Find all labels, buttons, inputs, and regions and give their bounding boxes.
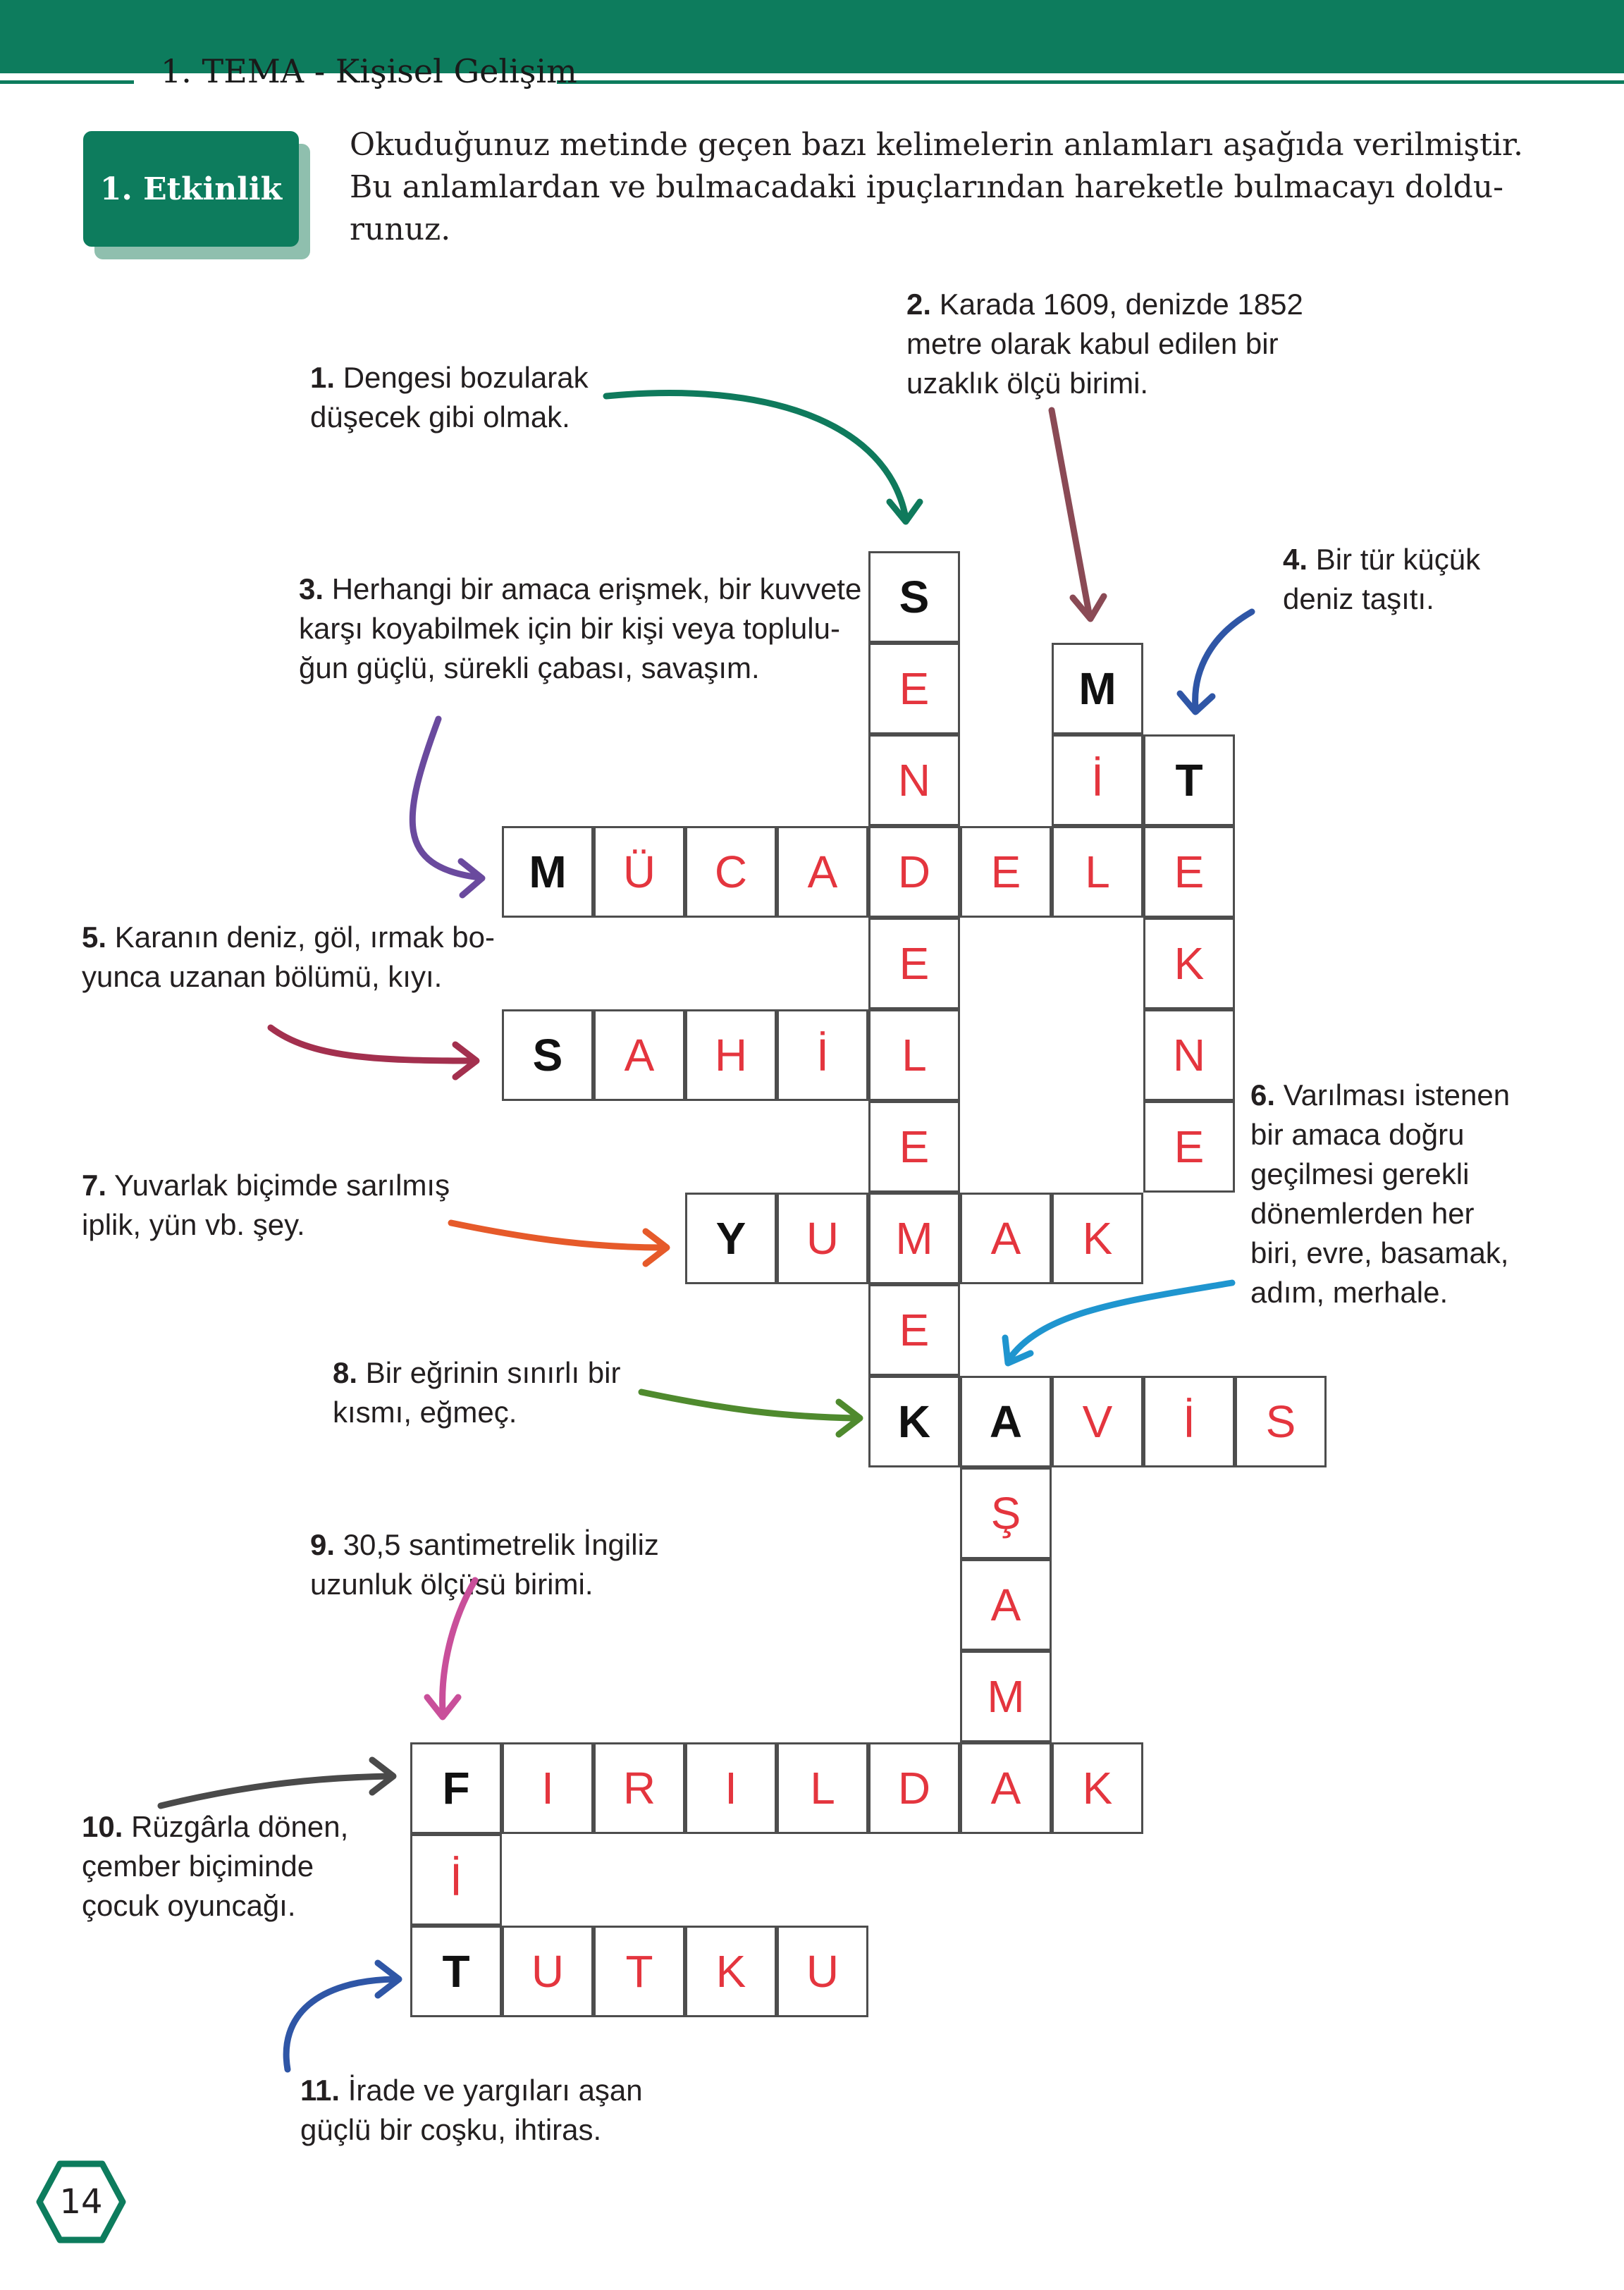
clue-number: 8. <box>333 1356 358 1389</box>
arrow-clue-9 <box>427 1580 475 1717</box>
grid-cell[interactable]: H <box>685 1009 777 1101</box>
instruction-line: Okuduğunuz metinde geçen bazı kelimelerin anlamları aşağıda verilmiştir. <box>350 127 1524 163</box>
instruction-line: runuz. <box>350 211 451 247</box>
clue-text: uzunluk ölçüsü birimi. <box>310 1568 593 1601</box>
grid-cell[interactable]: Y <box>685 1193 777 1284</box>
clue-text: biri, evre, basamak, <box>1250 1236 1509 1269</box>
arrow-clue-10 <box>161 1760 393 1806</box>
grid-cell[interactable]: V <box>1052 1376 1143 1467</box>
page-number: 14 <box>59 2182 103 2222</box>
grid-cell[interactable]: L <box>777 1742 868 1834</box>
grid-cell[interactable]: E <box>1143 826 1235 918</box>
grid-cell[interactable]: T <box>593 1926 685 2017</box>
clue-number: 5. <box>82 921 107 954</box>
clue-text: dönemlerden her <box>1250 1197 1475 1230</box>
grid-cell[interactable]: L <box>1052 826 1143 918</box>
grid-cell[interactable]: A <box>593 1009 685 1101</box>
grid-cell[interactable]: T <box>1143 734 1235 826</box>
clue-text: deniz taşıtı. <box>1283 582 1434 615</box>
grid-cell[interactable]: K <box>1052 1742 1143 1834</box>
clue-text: Dengesi bozularak <box>343 361 589 394</box>
grid-cell[interactable]: S <box>1235 1376 1327 1467</box>
grid-cell[interactable]: K <box>685 1926 777 2017</box>
arrow-clue-8 <box>641 1392 860 1434</box>
grid-cell[interactable]: D <box>868 1742 960 1834</box>
grid-cell[interactable]: K <box>1052 1193 1143 1284</box>
clue-text: Karada 1609, denizde 1852 <box>939 288 1303 321</box>
grid-cell[interactable]: İ <box>1143 1376 1235 1467</box>
clue-text: bir amaca doğru <box>1250 1118 1465 1151</box>
grid-cell[interactable]: Ü <box>593 826 685 918</box>
clue-text: İrade ve yargıları aşan <box>347 2074 643 2107</box>
grid-cell[interactable]: M <box>1052 643 1143 734</box>
clue-text: Herhangi bir amaca erişmek, bir kuvvete <box>331 572 862 605</box>
grid-cell[interactable]: N <box>868 734 960 826</box>
clue-text: Bir eğrinin sınırlı bir <box>365 1356 621 1389</box>
clue-text: çocuk oyuncağı. <box>82 1889 296 1922</box>
clue-text: metre olarak kabul edilen bir <box>906 327 1279 360</box>
clue-text: karşı koyabilmek için bir kişi veya toplulu- <box>299 612 840 645</box>
grid-cell[interactable]: I <box>502 1742 593 1834</box>
grid-cell[interactable]: A <box>960 1742 1052 1834</box>
arrow-clue-7 <box>451 1223 667 1264</box>
arrow-clue-2 <box>1052 410 1104 619</box>
clue-number: 10. <box>82 1810 123 1843</box>
grid-cell[interactable]: E <box>1143 1101 1235 1193</box>
grid-cell[interactable]: S <box>868 551 960 643</box>
grid-cell[interactable]: E <box>868 1101 960 1193</box>
grid-cell[interactable]: A <box>960 1559 1052 1651</box>
clue-text: düşecek gibi olmak. <box>310 400 570 433</box>
grid-cell[interactable]: Ş <box>960 1467 1052 1559</box>
clue-text: Varılması istenen <box>1283 1078 1511 1112</box>
arrow-clue-6 <box>1005 1283 1232 1363</box>
grid-cell[interactable]: İ <box>1052 734 1143 826</box>
clue-text: kısmı, eğmeç. <box>333 1396 517 1429</box>
arrow-clue-1 <box>606 393 920 522</box>
clue-text: ğun güçlü, sürekli çabası, savaşım. <box>299 651 760 684</box>
grid-cell[interactable]: E <box>868 918 960 1009</box>
grid-cell[interactable]: A <box>960 1193 1052 1284</box>
clue-number: 6. <box>1250 1078 1276 1112</box>
clue-text: Yuvarlak biçimde sarılmış <box>113 1169 450 1202</box>
clue-number: 4. <box>1283 543 1308 576</box>
grid-cell[interactable]: M <box>868 1193 960 1284</box>
grid-cell[interactable]: D <box>868 826 960 918</box>
grid-cell[interactable]: E <box>960 826 1052 918</box>
clue-text: geçilmesi gerekli <box>1250 1157 1470 1190</box>
grid-cell[interactable]: E <box>868 643 960 734</box>
clue-number: 7. <box>82 1169 107 1202</box>
clue-text: uzaklık ölçü birimi. <box>906 367 1149 400</box>
grid-cell[interactable]: U <box>502 1926 593 2017</box>
clue-text: Rüzgârla dönen, <box>131 1810 349 1843</box>
grid-cell[interactable]: M <box>960 1651 1052 1742</box>
clue-text: yunca uzanan bölümü, kıyı. <box>82 960 443 993</box>
grid-cell[interactable]: İ <box>410 1834 502 1926</box>
theme-title: 1. TEMA - Kişisel Gelişim <box>161 52 577 90</box>
instruction-line: Bu anlamlardan ve bulmacadaki ipuçlarından hareketle bulmacayı doldu- <box>350 169 1503 205</box>
grid-cell[interactable]: U <box>777 1193 868 1284</box>
grid-cell[interactable]: M <box>502 826 593 918</box>
grid-cell[interactable]: K <box>868 1376 960 1467</box>
arrow-clue-11 <box>286 1963 399 2069</box>
clue-number: 11. <box>300 2074 340 2107</box>
grid-cell[interactable]: E <box>868 1284 960 1376</box>
grid-cell[interactable]: N <box>1143 1009 1235 1101</box>
page-number-badge <box>35 2160 127 2244</box>
clue-number: 2. <box>906 288 932 321</box>
activity-label: 1. Etkinlik <box>99 171 283 207</box>
clue-text: adım, merhale. <box>1250 1276 1448 1309</box>
arrow-clue-4 <box>1180 612 1252 712</box>
clue-number: 1. <box>310 361 336 394</box>
arrow-clue-3 <box>412 719 482 895</box>
clue-text: iplik, yün vb. şey. <box>82 1208 305 1241</box>
clue-text: 30,5 santimetrelik İngiliz <box>343 1528 659 1561</box>
grid-cell[interactable]: A <box>777 826 868 918</box>
grid-cell[interactable]: R <box>593 1742 685 1834</box>
grid-cell[interactable]: L <box>868 1009 960 1101</box>
grid-cell[interactable]: C <box>685 826 777 918</box>
clue-text: Bir tür küçük <box>1315 543 1481 576</box>
clue-text: güçlü bir coşku, ihtiras. <box>300 2113 602 2146</box>
clue-text: Karanın deniz, göl, ırmak bo- <box>114 921 495 954</box>
grid-cell[interactable]: T <box>410 1926 502 2017</box>
clue-number: 9. <box>310 1528 336 1561</box>
grid-cell[interactable]: I <box>685 1742 777 1834</box>
grid-cell[interactable]: İ <box>777 1009 868 1101</box>
grid-cell[interactable]: U <box>777 1926 868 2017</box>
clue-number: 3. <box>299 572 324 605</box>
clue-text: çember biçiminde <box>82 1849 314 1883</box>
grid-cell[interactable]: F <box>410 1742 502 1834</box>
arrow-clue-5 <box>271 1028 476 1077</box>
grid-cell[interactable]: S <box>502 1009 593 1101</box>
grid-cell[interactable]: A <box>960 1376 1052 1467</box>
grid-cell[interactable]: K <box>1143 918 1235 1009</box>
